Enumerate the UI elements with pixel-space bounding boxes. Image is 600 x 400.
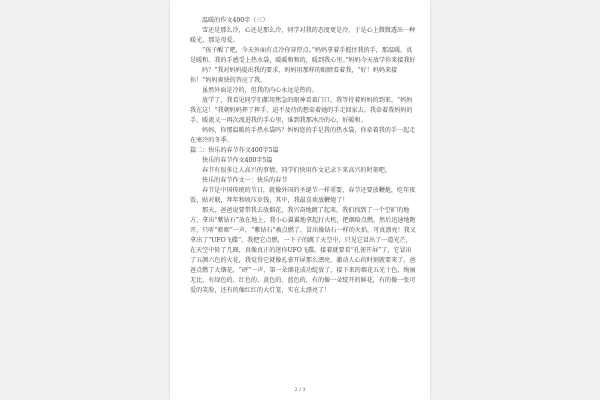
paragraph: 雪还是那么冷，心还是那么冷，同学对我的态度更是冷，于是心上微微透出一种暖光，那是母爱。 [190,27,416,44]
paragraph: “孩子醒了吧，今天外面有点冷你穿厚点。”妈妈拿着手握住我的手，那温暖，真是暖和。我的手感受上热水袋，暖暖和和的，暖到我心里。”妈妈今天放学你来接我好 [190,47,416,64]
paragraph: 温暖的作文400字（三） [202,17,269,24]
paragraph: 吗？”我对妈妈提出我的要求，妈妈用那样的眼睛看着我，“好！妈妈来接你！”妈妈爽快的答应了我。 [190,67,398,84]
paragraph: 春节是中国传统的节日，就像外国的圣诞节一样重要，春节还要放鞭炮，吃年夜饭，贴对联，拜年和收压岁钱，其中，我最喜欢放鞭炮了！ [190,187,416,204]
paragraph: 那天，爸爸说要带我去放烟花，我兴奋地跳了起来，我们找到了一个空旷的地方，拿出“紫钻石”放在地上，我小心翼翼地拿起打火机，把烟给点燃，然后迅速地跑开，只听“嘭嘭”一声，“紫钻石”被点燃了，冒出像钻石一样的火焰，可真漂亮！我又拿出了“UFO飞碟”，我把它点燃，一下子的跳了天空中，只见它冒出了一道光芒，在天空中转了几圈，真像真正的迷你UFO飞碟，接着就要看“孔雀开屏”了，它冒出了五颜六色的火花，我觉得它就像孔雀开屏那么漂亮，激动人心的时刻就要来了，爸爸点燃了大烟花，“砰”一声，第一朵烟花成功绽放了，接下来的烟花五光十色、绚丽无比，有绿色的、红色的、黄色的、蓝色的，有的像一朵绽开的鲜花，有的像一张可爱的笑脸，还有的像红红的大灯笼，实在太漂亮了！ [190,207,416,294]
paragraph: 放学了，我看见同学们都用焦急的眼神看着门口，我等待着妈妈的到来。“妈妈我在这！”我朝妈妈挥了挥手，迫不及待的想牵着她的手走回家去。我牵着我妈妈的手，暖流又一再次流进我的手心里，谁到我那冰冷的心，好暖和。 [190,97,413,124]
paragraph: 快乐的春节作文400字5篇 [202,157,273,164]
body-text [190,16,416,296]
paragraph: 虽然外面是冷的，但我的内心永远是热的。 [202,87,318,94]
paragraph: 春节有很多让人高兴的事情，同学们快用作文记录下来高兴的时刻吧。 [202,167,391,174]
document-page [170,0,430,400]
paragraph: 快乐的春节作文一：快乐的春节 [202,177,288,184]
page-number: 2 / 3 [294,387,306,393]
section-heading: 篇二：快乐的春节作文400字5篇 [190,147,279,154]
paragraph: 妈妈，你那温暖的手热水袋吗？妈妈您的手是我的热水袋，你牵着我的手一起走在寒冷的冬季。 [190,127,416,144]
